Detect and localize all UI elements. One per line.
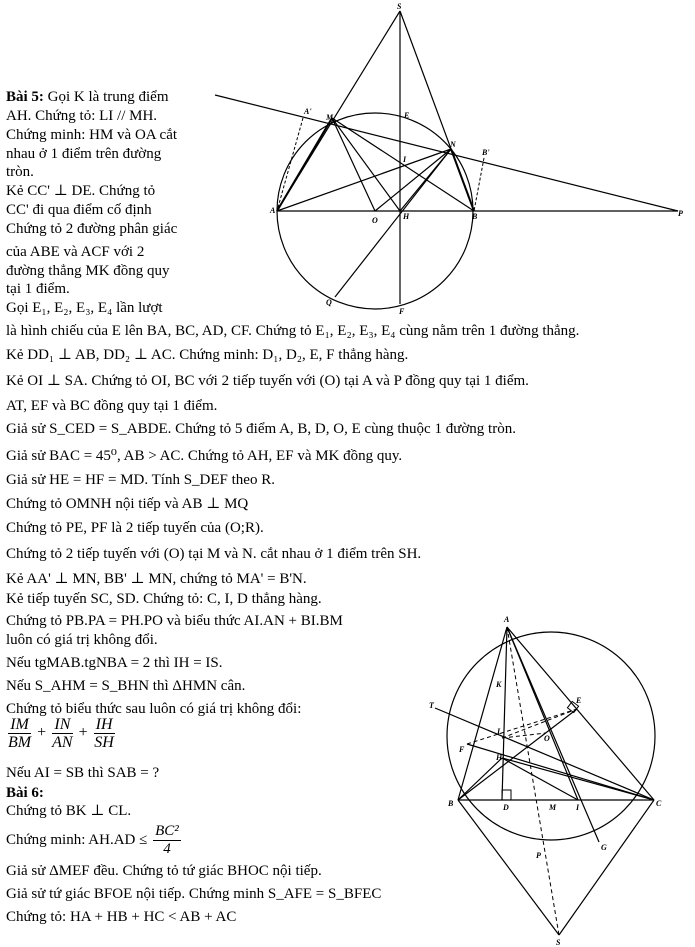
label-E: E <box>404 111 410 120</box>
bai6-item: Chứng tỏ: HA + HB + HC < AB + AC <box>6 909 237 925</box>
bai5-item: Kẻ CC' ⊥ DE. Chứng tỏ <box>6 183 156 199</box>
bai5-item: Kẻ OI ⊥ SA. Chứng tỏ OI, BC với 2 tiếp tuyến với (O) tại A và P đồng quy tại 1 điểm. <box>6 373 529 389</box>
label-B: B <box>472 212 478 221</box>
label2-C: C <box>656 799 662 808</box>
bai5-item: Chứng tỏ 2 đường phân giác <box>6 221 178 237</box>
label-S: S <box>397 2 402 11</box>
bai5-item: Kẻ DD₁ ⊥ AB, DD₂ ⊥ AC. Chứng minh: D₁, D₂, E, F thẳng hàng. <box>6 347 409 363</box>
bai6-item: Chứng minh: AH.AD ≤ <box>6 831 148 848</box>
label-A-prime: A' <box>304 107 312 116</box>
label2-H: H <box>496 753 503 762</box>
bai5-item: Gọi E₁, E₂, E₃, E₄ lần lượt <box>6 300 163 316</box>
expr-den-3: SH <box>94 734 114 751</box>
bai5-item: Nếu AI = SB thì SAB = ? <box>6 765 160 781</box>
bai5-line-1 <box>6 88 169 106</box>
bai6-item: Giả sử ΔMEF đều. Chứng tỏ tứ giác BHOC nội tiếp. <box>6 863 322 879</box>
bai5-item: tròn. <box>6 164 34 180</box>
expr-plus: + <box>37 724 47 742</box>
bai6-item: Chứng tỏ BK ⊥ CL. <box>6 803 132 819</box>
label2-F: F <box>459 745 465 754</box>
expr-plus: + <box>78 724 88 742</box>
label2-E: E <box>576 696 582 705</box>
label2-P: P <box>536 851 541 860</box>
bai5-item: Nếu S_AHM = S_BHN thì ΔHMN cân. <box>6 678 246 694</box>
label-O: O <box>372 216 378 225</box>
bai5-item: tại 1 điểm. <box>6 281 70 297</box>
label2-S: S <box>556 938 561 947</box>
label-Q: Q <box>326 298 332 307</box>
label-B-prime: B' <box>482 148 490 157</box>
label2-A: A <box>504 615 510 624</box>
bai6-item: Giả sử tứ giác BFOE nội tiếp. Chứng minh S_AFE = S_BFEC <box>6 886 382 902</box>
bai5-expression <box>6 716 117 751</box>
bai5-item: Chứng tỏ 2 tiếp tuyến với (O) tại M và N. cắt nhau ở 1 điểm trên SH. <box>6 546 422 562</box>
label-A: A <box>270 206 276 215</box>
label-I: I <box>403 155 407 164</box>
bai6-frac-den: 4 <box>163 841 171 857</box>
label2-M: M <box>549 803 557 812</box>
bai5-item: là hình chiếu của E lên BA, BC, AD, CF. Chứng tỏ E₁, E₂, E₃, E₄ cùng nằm trên 1 đường thẳng. <box>6 323 580 339</box>
bai5-item: AT, EF và BC đồng quy tại 1 điểm. <box>6 398 218 414</box>
bai5-item: Chứng tỏ biểu thức sau luôn có giá trị không đổi: <box>6 701 302 717</box>
bai5-item: Gọi K là trung điểm <box>47 89 169 105</box>
bai5-item: Kẻ AA' ⊥ MN, BB' ⊥ MN, chứng tỏ MA' = B'N. <box>6 571 307 587</box>
bai5-item: Giả sử HE = HF = MD. Tính S_DEF theo R. <box>6 472 275 488</box>
expr-den-2: AN <box>52 734 73 751</box>
bai5-item: CC' đi qua điểm cố định <box>6 202 152 218</box>
label2-D: D <box>503 803 509 812</box>
bai6-line-2 <box>6 823 183 858</box>
bai5-item: Chứng tỏ PB.PA = PH.PO và biểu thức AI.AN + BI.BM <box>6 613 343 629</box>
bai5-item: AH. Chứng tỏ: LI // MH. <box>6 108 158 124</box>
bai5-item: Nếu tgMAB.tgNBA = 2 thì IH = IS. <box>6 655 223 671</box>
label2-G: G <box>601 843 607 852</box>
label2-K: K <box>496 680 502 689</box>
label-F: F <box>399 307 405 316</box>
bai5-item: Chứng tỏ PE, PF là 2 tiếp tuyến của (O;R). <box>6 520 264 536</box>
bai6-title: Bài 6: <box>6 785 44 801</box>
bai5-item: luôn có giá trị không đổi. <box>6 632 158 648</box>
expr-num-3: IH <box>95 716 113 733</box>
label2-O: O <box>544 734 550 743</box>
bai5-title: Bài 5: <box>6 89 44 105</box>
label-P: P <box>678 209 683 218</box>
bai5-item: Giả sử S_CED = S_ABDE. Chứng tỏ 5 điểm A, B, D, O, E cùng thuộc 1 đường tròn. <box>6 421 516 437</box>
bai5-item: Giả sử BAC = 45⁰, AB > AC. Chứng tỏ AH, EF và MK đồng quy. <box>6 448 403 464</box>
bai5-item: Chứng tỏ OMNH nội tiếp và AB ⊥ MQ <box>6 496 249 512</box>
bai5-item: của ABE và ACF với 2 <box>6 244 145 260</box>
bai5-item: nhau ở 1 điểm trên đường <box>6 146 162 162</box>
label2-T: T <box>429 701 434 710</box>
expr-den-1: BM <box>8 734 32 751</box>
label-N: N <box>450 140 456 149</box>
label2-B: B <box>448 799 454 808</box>
label2-I: I <box>576 803 580 812</box>
label2-L: L <box>497 727 502 736</box>
bai5-item: Kẻ tiếp tuyến SC, SD. Chứng tỏ: C, I, D thẳng hàng. <box>6 591 322 607</box>
bai6-frac-num: BC² <box>155 823 179 839</box>
expr-num-1: IM <box>8 716 31 734</box>
bai5-item: đường thẳng MK đồng quy <box>6 263 170 279</box>
expr-num-2: IN <box>52 716 72 734</box>
label-M: M <box>326 113 334 122</box>
label-H: H <box>403 212 410 221</box>
bai5-item: Chứng minh: HM và OA cắt <box>6 127 178 143</box>
